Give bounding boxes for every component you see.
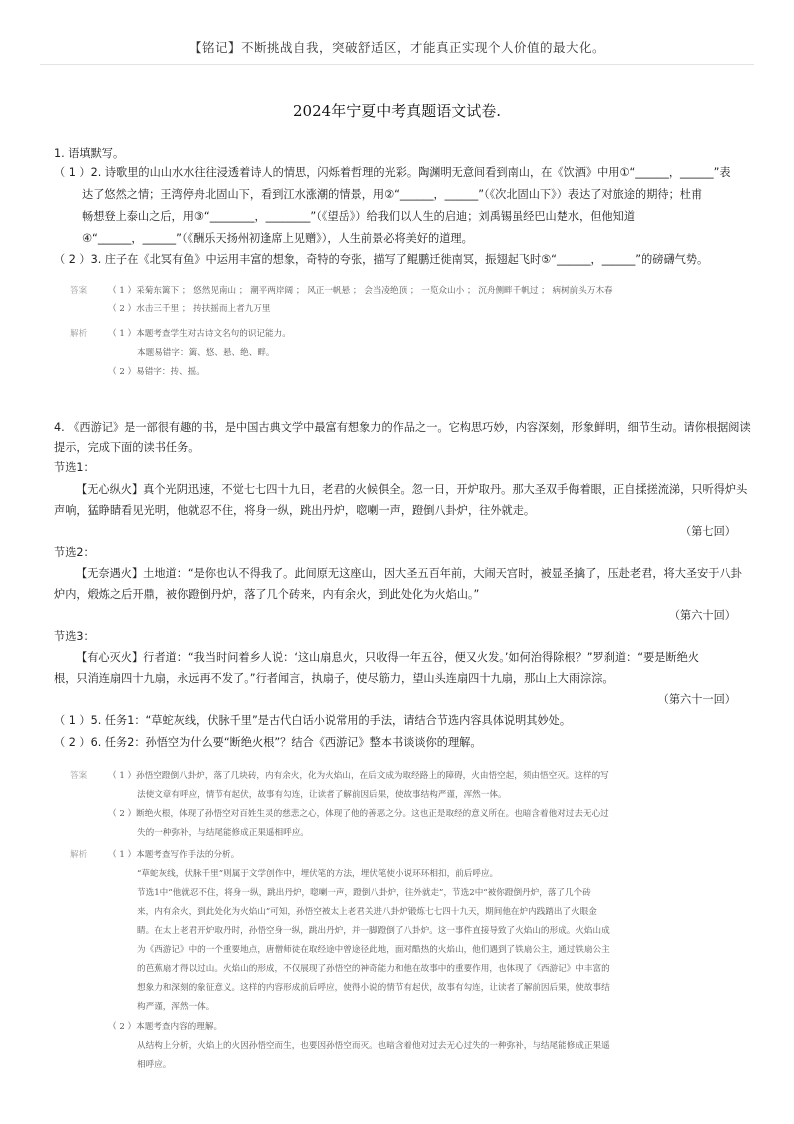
q4-analysis1-line7: 的芭蕉扇才得以过山。火焰山的形成，不仅展现了孙悟空的神奇能力和他在故事中的重要作用，也体现了《西游记》中丰富的: [137, 964, 610, 974]
header-divider: [40, 64, 754, 65]
selection1-label: 节选1：: [54, 461, 95, 474]
task1: （ 1 ）5. 任务1：“草蛇灰线，伏脉千里”是古代白话小说常用的手法，请结合节选内容具体说明其妙处。: [54, 714, 572, 727]
selection3-line2: 根，只消连扇四十九扇，永远再不发了。”行者闻言，执扇子，使尽筋力，望山头连扇四十九扇，那山上大雨淙淙。: [54, 672, 614, 685]
q4-answer1-line2: 法使文章有呼应，情节有起伏，故事有勾连，让读者了解前因后果，使故事结构严谨，浑然一体。: [137, 790, 507, 800]
q1-analysis-label: 解析: [70, 329, 88, 339]
q4-analysis1-line6: 为《西游记》中的一个重要地点，唐僧师徒在取经途中曾途径此地，面对酷热的火焰山，他们遇到了铁扇公主，通过铁扇公主: [137, 945, 610, 955]
q4-analysis1-line4: 来，内有余火，到此处化为火焰山”可知，孙悟空被太上老君关进八卦炉锻炼七七四十九天，期间他在炉内践踏出了火眼金: [137, 907, 597, 917]
q1-analysis-line1: （ 1 ）本题考查学生对古诗文名句的识记能力。: [108, 329, 291, 339]
page-title: 2024年宁夏中考真题语文试卷.: [293, 102, 501, 120]
selection3-line1: 【有心灭火】行者道：“我当时问着乡人说：‘这山扇息火，只收得一年五谷，便又火发。’如何治得除根？”罗刹道：“要是断绝火: [76, 651, 700, 664]
q1-part1-line4: ④“______，______”（《酬乐天扬州初逢席上见赠》），人生前景必将美好的道理。: [82, 232, 473, 245]
selection2-source: （第六十回）: [668, 609, 736, 622]
selection2-line1: 【无奈遇火】土地道：“是你也认不得我了。此间原无这座山，因大圣五百年前，大闹天宫时，被显圣擒了，压赴老君，将大圣安于八卦: [76, 567, 742, 580]
q4-analysis1-line2: “草蛇灰线，伏脉千里”则属于文学创作中，埋伏笔的方法，埋伏笔使小说环环相扣，前后呼应。: [137, 869, 499, 879]
selection3-label: 节选3：: [54, 630, 95, 643]
q1-part2: （ 2 ）3. 庄子在《北冥有鱼》中运用丰富的想象，奇特的夸张，描写了鲲鹏迁徙南冥，振翅起飞时⑤“______，______”的磅礴气势。: [54, 253, 709, 266]
q4-analysis1-line9: 构严谨，浑然一体。: [137, 1002, 215, 1012]
q4-intro-line1: 4. 《西游记》是一部很有趣的书，是中国古典文学中最富有想象力的作品之一。它构思巧妙，内容深刻，形象鲜明，细节生动。请你根据阅读: [54, 421, 751, 434]
q1-answer-label: 答案: [70, 286, 88, 296]
q4-answer-label: 答案: [70, 771, 88, 781]
q4-analysis1-line5: 睛。在太上老君开炉取丹时，孙悟空身一纵，跳出丹炉，并一脚蹬倒了八卦炉。这一事件直接导致了火焰山的形成。火焰山成: [137, 926, 610, 936]
q4-analysis2-line1: （ 2 ）本题考查内容的理解。: [108, 1022, 223, 1032]
q4-analysis2-line2: 从结构上分析，火焰上的火因孙悟空而生，也要因孙悟空而灭。也暗含着他对过去无心过失的一种弥补，与结尾能修成正果遥: [137, 1041, 610, 1051]
q1-heading: 1. 语填默写。: [54, 147, 125, 160]
q4-answer2-line1: （ 2 ）断绝火根，体现了孙悟空对百姓生灵的慈悲之心，体现了他的善恶之分。这也正是取经的意义所在。也暗含着他对过去无心过: [108, 809, 609, 819]
selection1-source: （第七回）: [680, 525, 736, 538]
q4-analysis1-line8: 想象力和深刻的象征意义。这样的内容形成前后呼应，使得小说的情节有起伏，故事有勾连，让读者了解前因后果，使故事结: [137, 983, 610, 993]
q4-intro-line2: 提示，完成下面的读书任务。: [54, 441, 200, 454]
q1-part1-line1: （ 1 ）2. 诗歌里的山山水水往往浸透着诗人的情思，闪烁着哲理的光彩。陶渊明无意间看到南山，在《饮酒》中用①“______，______”表: [54, 166, 731, 179]
q4-answer2-line2: 失的一种弥补，与结尾能修成正果遥相呼应。: [137, 828, 309, 838]
q1-analysis-line2: 本题易错字：篱、悠、悬、绝、畔。: [137, 348, 275, 358]
q1-analysis-line3: （ 2 ）易错字：抟、摇。: [108, 367, 205, 377]
q1-answer-line2: （ 2 ）水击三千里 ； 抟扶摇而上者九万里: [108, 304, 271, 314]
q4-answer1-line1: （ 1 ）孙悟空蹬倒八卦炉，落了几块砖，内有余火，化为火焰山，在后文成为取经路上的障碍，火由悟空起，须由悟空灭。这样的写: [108, 771, 609, 781]
selection1-line2: 声响，猛睁睛看见光明，他就忍不住，将身一纵，跳出丹炉，唿喇一声，蹬倒八卦炉，往外就走。: [54, 504, 536, 517]
task2: （ 2 ）6. 任务2：孙悟空为什么要“断绝火根”？结合《西游记》整本书谈谈你的理解。: [54, 736, 482, 749]
q4-analysis2-line3: 相呼应。: [137, 1060, 172, 1070]
selection1-line1: 【无心纵火】真个光阴迅速，不觉七七四十九日，老君的火候俱全。忽一日，开炉取丹。那大圣双手侮着眼，正自揉搓流涕，只听得炉头: [76, 483, 748, 496]
q1-part1-line3: 畅想登上泰山之后，用③“________，________”（《望岳》）给我们以人生的启迪；刘禹锡虽经巴山楚水，但他知道: [82, 210, 636, 223]
q4-analysis1-line1: （ 1 ）本题考查写作手法的分析。: [108, 850, 240, 860]
q4-analysis-label: 解析: [70, 850, 88, 860]
selection3-source: （第六十一回）: [657, 693, 736, 706]
motto-header: 【铭记】不断挑战自我，突破舒适区，才能真正实现个人价值的最大化。: [188, 40, 605, 55]
q4-analysis1-line3: 节选1中“他就忍不住，将身一纵，跳出丹炉，唿喇一声，蹬倒八卦炉，往外就走”，节选2中“被你蹬倒丹炉，落了几个砖: [137, 888, 591, 898]
q1-part1-line2: 达了悠然之情；王湾停舟北固山下，看到江水涨潮的情景，用②“______，______”（《次北固山下》）表达了对旅途的期待；杜甫: [82, 188, 703, 201]
q1-answer-line1: （ 1 ）采菊东篱下 ； 悠然见南山 ； 潮平两岸阔 ； 风正一帆悬 ； 会当凌绝顶 ； 一览众山小 ； 沉舟侧畔千帆过 ； 病树前头万木春: [108, 286, 613, 296]
selection2-line2: 炉内，煅炼之后开鼎，被你蹬倒丹炉，落了几个砖来，内有余火，到此处化为火焰山。”: [54, 588, 480, 601]
selection2-label: 节选2：: [54, 546, 95, 559]
